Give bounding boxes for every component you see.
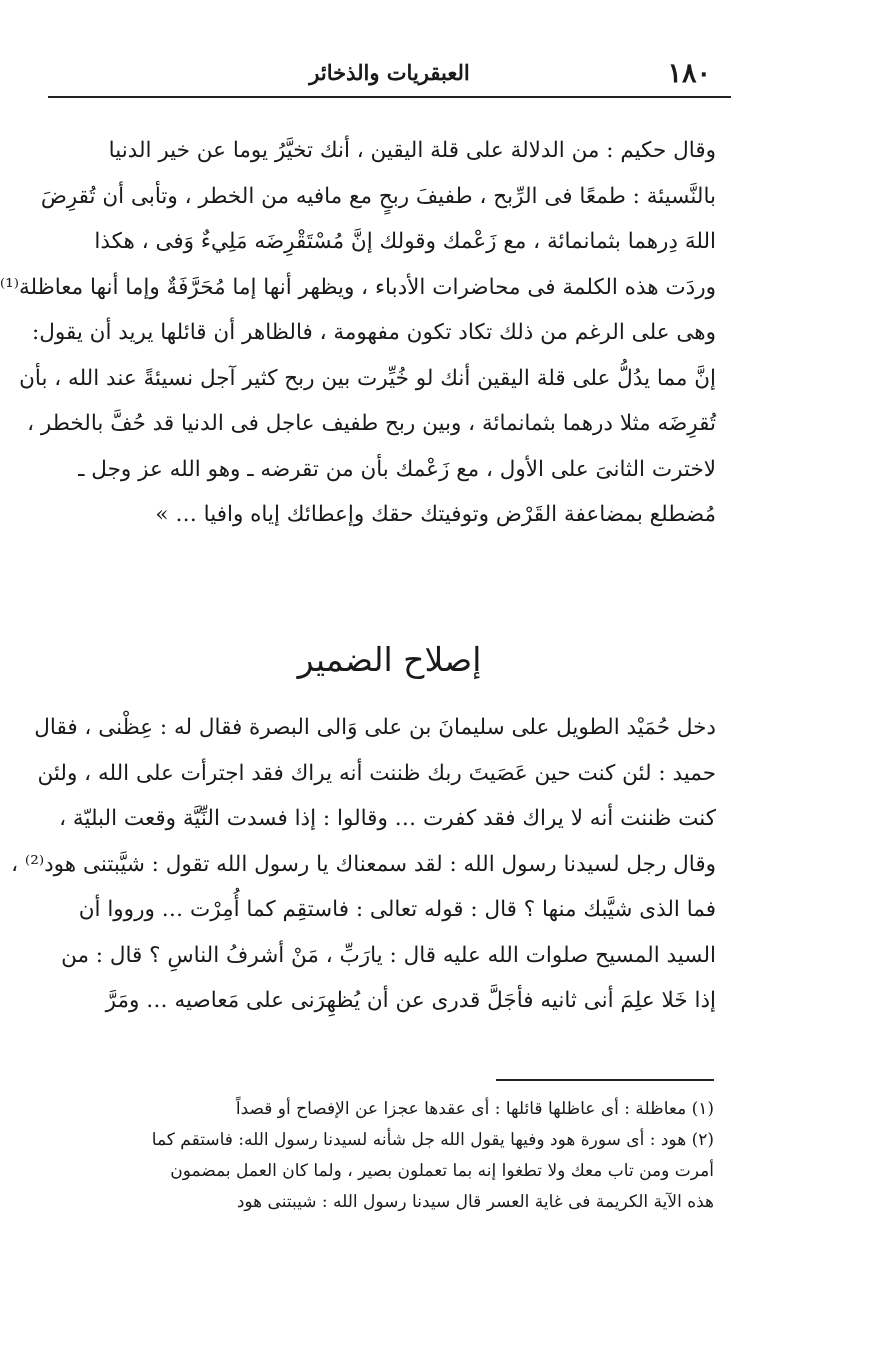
text-line: وردَت هذه الكلمة فى محاضرات الأدباء ، ويظهر أنها إما مُحَرَّفَةٌ وإما أنها معاظلة⁽¹⁾ [0,274,716,300]
text-line: تُقرِضَه مثلا درهما بثمانمائة ، وبين ربح طفيف عاجل فى الدنيا قد حُفَّ بالخطر ، [27,411,716,436]
page-header [48,58,731,94]
text-line: لاخترت الثانىَ على الأول ، مع زَعْمك بأن من تقرضه ـ وهو الله عز وجل ـ [78,456,716,482]
text-line: السيد المسيح صلوات الله عليه قال : يارَبِّ ، مَنْ أشرفُ الناسِ ؟ قال : من [61,942,716,968]
footnote-divider [496,1079,714,1081]
footnotes [50,1094,714,1218]
text-line: إذا خَلا علِمَ أنى ثانيه فأجَلَّ قدرى عن أن يُظهِرَنى على مَعاصيه … ومَرَّ [105,988,716,1013]
text-line: وهى على الرغم من ذلك تكاد تكون مفهومة ، فالظاهر أن قائلها يريد أن يقول: [31,320,716,345]
text-line: بالنَّسيئة : طمعًا فى الرِّبح ، طفيفَ ربحٍ مع مافيه من الخطر ، وتأبى أن تُقرِضَ [40,183,716,209]
footnote-line: أمرت ومن تاب معك ولا تطغوا إنه بما تعملون بصير ، ولما كان العمل بمضمون [170,1161,714,1181]
text-line: حميد : لئن كنت حين عَصَيتَ ربك ظننت أنه يراك فقد اجترأت على الله ، ولئن [37,760,716,786]
paragraph-conscience [11,705,716,1024]
text-line: وقال رجل لسيدنا رسول الله : لقد سمعناك يا رسول الله تقول : شيَّبتنى هود⁽²⁾ ، [11,851,716,877]
paragraph-wisdom [0,128,716,538]
footnote-line: (٢) هود : أى سورة هود وفيها يقول الله جل شأنه لسيدنا رسول الله: فاستقم كما [151,1130,714,1150]
text-line: مُضطلع بمضاعفة القَرْض وتوفيتك حقك وإعطائك إياه وافيا … » [155,502,716,527]
section-heading: إصلاح الضمير [297,640,482,679]
text-line: فما الذى شيَّبك منها ؟ قال : قوله تعالى : فاستقِم كما أُمِرْت … ورووا أن [78,897,716,922]
header-divider [48,96,731,98]
text-line: وقال حكيم : من الدلالة على قلة اليقين ، أنك تخيَّرُ يوما عن خير الدنيا [108,138,716,163]
text-line: دخل حُمَيْد الطويل على سليمانَ بن على وَالى البصرة فقال له : عِظْنى ، فقال [34,715,716,740]
footnote-line: هذه الآية الكريمة فى غاية العسر قال سيدنا رسول الله : شيبتنى هود [236,1192,714,1212]
text-line: اللهَ دِرهما بثمانمائة ، مع زَعْمك وقولك إنَّ مُسْتَقْرِضَه مَلِيءٌ وَفى ، هكذا [94,229,716,254]
text-line: إنَّ مما يدُلُّ على قلة اليقين أنك لو خُيِّرت بين ربح كثير آجل نسيئةً عند الله ، بأن [19,365,716,391]
page-number: ١٨٠ [667,58,711,89]
running-title: العبقريات والذخائر [309,60,470,85]
footnote-line: (١) معاظلة : أى عاظلها قائلها : أى عقدها عجزا عن الإفصاح أو قصداً [235,1099,714,1119]
text-line: كنت ظننت أنه لا يراك فقد كفرت … وقالوا : إذا فسدت النِّيَّة وقعت البليّة ، [59,806,716,831]
